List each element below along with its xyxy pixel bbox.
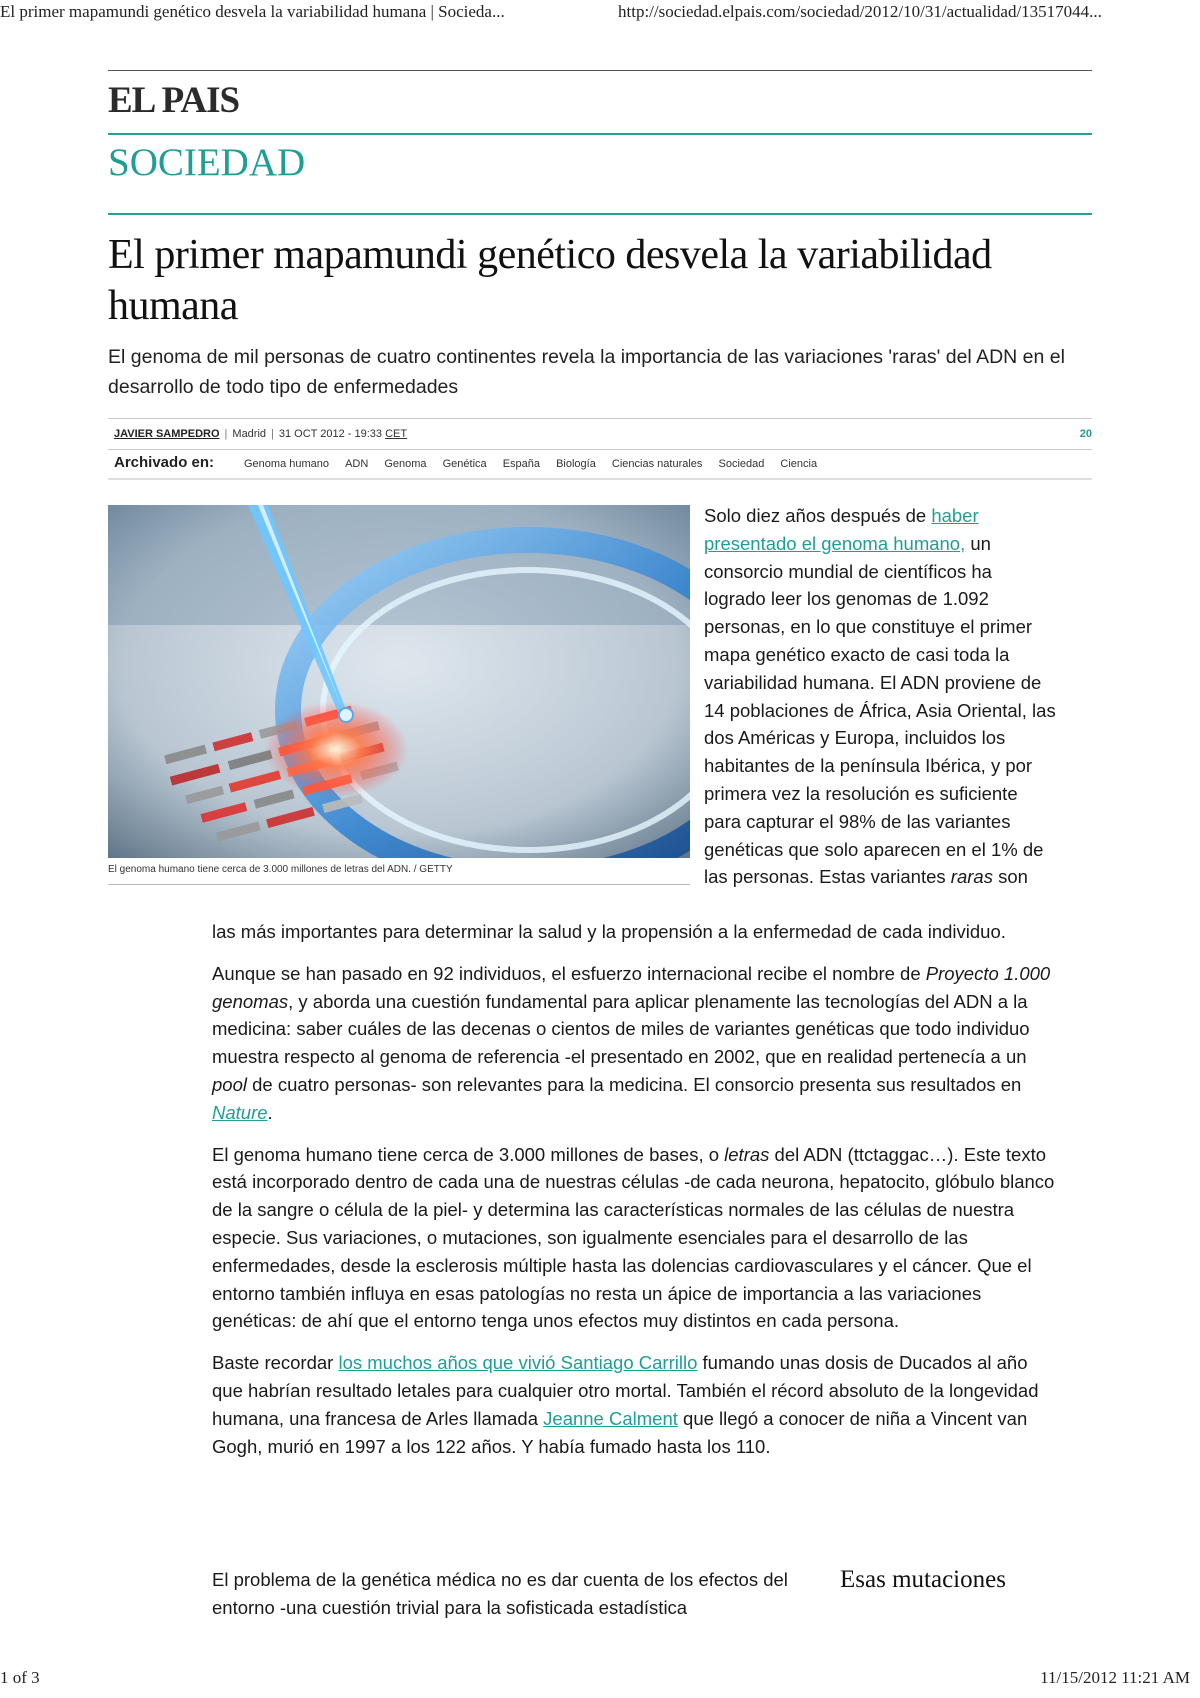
- paragraph-1-intro: [704, 502, 1056, 891]
- article-subtitle: El genoma de mil personas de cuatro continentes revela la importancia de las variaciones 'raras' del ADN en el desarrollo de todo tipo de enfermedades: [108, 346, 1065, 398]
- masthead: [108, 70, 1092, 215]
- tag-link[interactable]: Genoma humano: [244, 458, 329, 470]
- text-run: Solo diez años después de: [704, 505, 932, 526]
- print-datetime: 11/15/2012 11:21 AM: [1040, 1668, 1190, 1687]
- comment-count[interactable]: 20: [1079, 428, 1092, 440]
- paragraph-1-tail: las más importantes para determinar la salud y la propensión a la enfermedad de cada individuo.: [212, 921, 1006, 942]
- text-run: Baste recordar: [212, 1352, 339, 1374]
- paragraph-3: [212, 1141, 1057, 1336]
- article-body: [212, 918, 1057, 1474]
- article-headline: El primer mapamundi genético desvela la variabilidad humana: [108, 232, 992, 329]
- tag-link[interactable]: Genética: [442, 458, 487, 470]
- text-run: son: [992, 866, 1028, 888]
- text-run: .: [267, 1101, 273, 1123]
- pull-quote: Esas mutaciones: [840, 1566, 1006, 1593]
- text-run: un consorcio mundial de científicos ha logrado leer los genomas de 1.092 personas, en lo que constituye el primer mapa genético exacto de casi toda la variabilidad humana. El ADN proviene de 14 poblaciones de África, Asia Oriental, las dos Américas y Europa, incluidos los habitantes de la península Ibérica, y por primera vez la resolución es suficiente para capturar el 98% de las variantes genéticas que solo aparecen en el 1% de las personas. Estas variantes: [704, 532, 1056, 888]
- paragraph-2: [212, 960, 1057, 1127]
- text-run: El genoma humano tiene cerca de 3.000 millones de bases, o: [212, 1143, 725, 1165]
- petri-dish-pipette-illustration: [108, 505, 690, 858]
- divider: |: [271, 428, 274, 440]
- text-run: fumando unas dosis de Ducados al año que habrían resultado letales para cualquier otro mortal. También el récord absoluto de la longevidad humana, una francesa de Arles llamada: [212, 1352, 1039, 1429]
- paragraph-4: [212, 1349, 1057, 1460]
- calment-link[interactable]: Jeanne Calment: [543, 1407, 678, 1429]
- print-header: [0, 2, 1200, 26]
- genome-presentation-link[interactable]: haber presentado el genoma humano,: [704, 505, 979, 554]
- tags-label: Archivado en:: [114, 454, 215, 471]
- text-run: Aunque se han pasado en 92 individuos, el esfuerzo internacional recibe el nombre de: [212, 962, 926, 984]
- article-photo: [108, 505, 690, 858]
- emphasis-text: raras: [950, 866, 993, 888]
- el-pais-logo[interactable]: EL PAIS: [108, 80, 240, 121]
- tag-link[interactable]: Genoma: [384, 458, 427, 470]
- emphasis-text: pool: [212, 1073, 247, 1095]
- publish-date: 31 OCT 2012 - 19:33: [278, 428, 383, 440]
- text-run: que llegó a conocer de niña a Vincent van Gogh, murió en 1997 a los 122 años. Y había fumado hasta los 110.: [212, 1407, 1028, 1457]
- section-rule-bottom: [108, 213, 1092, 215]
- tag-link[interactable]: España: [502, 458, 541, 470]
- carrillo-link[interactable]: los muchos años que vivió Santiago Carrillo: [338, 1352, 698, 1374]
- timezone-link[interactable]: CET: [385, 428, 408, 440]
- dateline-location: Madrid: [232, 428, 267, 440]
- nature-link[interactable]: [212, 1102, 268, 1123]
- article-intro-column: [704, 502, 1056, 891]
- nature-link-text: Nature: [212, 1101, 268, 1123]
- tags-list: [244, 458, 830, 470]
- print-page-url: http://sociedad.elpais.com/sociedad/2012/10/31/actualidad/13517044...: [618, 2, 1102, 21]
- text-run: de cuatro personas- son relevantes para la medicina. El consorcio presenta sus resultados en: [246, 1073, 1022, 1095]
- divider: |: [224, 428, 228, 440]
- section-title[interactable]: SOCIEDAD: [108, 141, 306, 184]
- tag-link[interactable]: ADN: [345, 458, 369, 470]
- tags-bar: [108, 448, 1092, 480]
- text-run: , y aborda una cuestión fundamental para aplicar plenamente las tecnologías del ADN a la medicina: saber cuáles de las decenas o cientos de miles de variantes genéticas que todo individuo muestra respecto al genoma de referencia -el presentado en 2002, que en realidad pertenecía a un: [212, 990, 1030, 1068]
- print-page-title: El primer mapamundi genético desvela la variabilidad humana | Socieda...: [0, 2, 505, 21]
- author-link[interactable]: JAVIER SAMPEDRO: [114, 428, 220, 440]
- photo-caption: El genoma humano tiene cerca de 3.000 millones de letras del ADN. / GETTY: [108, 864, 690, 885]
- emphasis-text: letras: [724, 1143, 770, 1165]
- top-rule: [108, 70, 1092, 71]
- tag-link[interactable]: Ciencias naturales: [611, 458, 703, 470]
- text-run: del ADN (ttctaggac…). Este texto está incorporado dentro de cada una de nuestras células -de cada neurona, hepatocito, glóbulo blanco de la sangre o célula de la piel- y determina las características normales de las células de nuestra especie. Sus variaciones, o mutaciones, son igualmente esenciales para el desarrollo de las enfermedades, desde la esclerosis múltiple hasta las dolencias cardiovasculares y el cáncer. Que el entorno también influya en esas patologías no resta un ápice de importancia a las variaciones genéticas: de ahí que el entorno tenga unos efectos muy distintos en cada persona.: [212, 1143, 1055, 1332]
- tag-link[interactable]: Biología: [556, 458, 596, 470]
- print-footer: [0, 1668, 1200, 1692]
- tag-link[interactable]: Sociedad: [718, 458, 765, 470]
- tag-link[interactable]: Ciencia: [780, 458, 818, 470]
- byline-bar: [108, 418, 1092, 450]
- emphasis-text: Proyecto 1.000 genomas: [212, 962, 1051, 1012]
- paragraph-5: El problema de la genética médica no es dar cuenta de los efectos del entorno -una cuestión trivial para la sofisticada estadística: [212, 1569, 788, 1618]
- section-rule-top: [108, 133, 1092, 135]
- page-number: 1 of 3: [0, 1668, 40, 1687]
